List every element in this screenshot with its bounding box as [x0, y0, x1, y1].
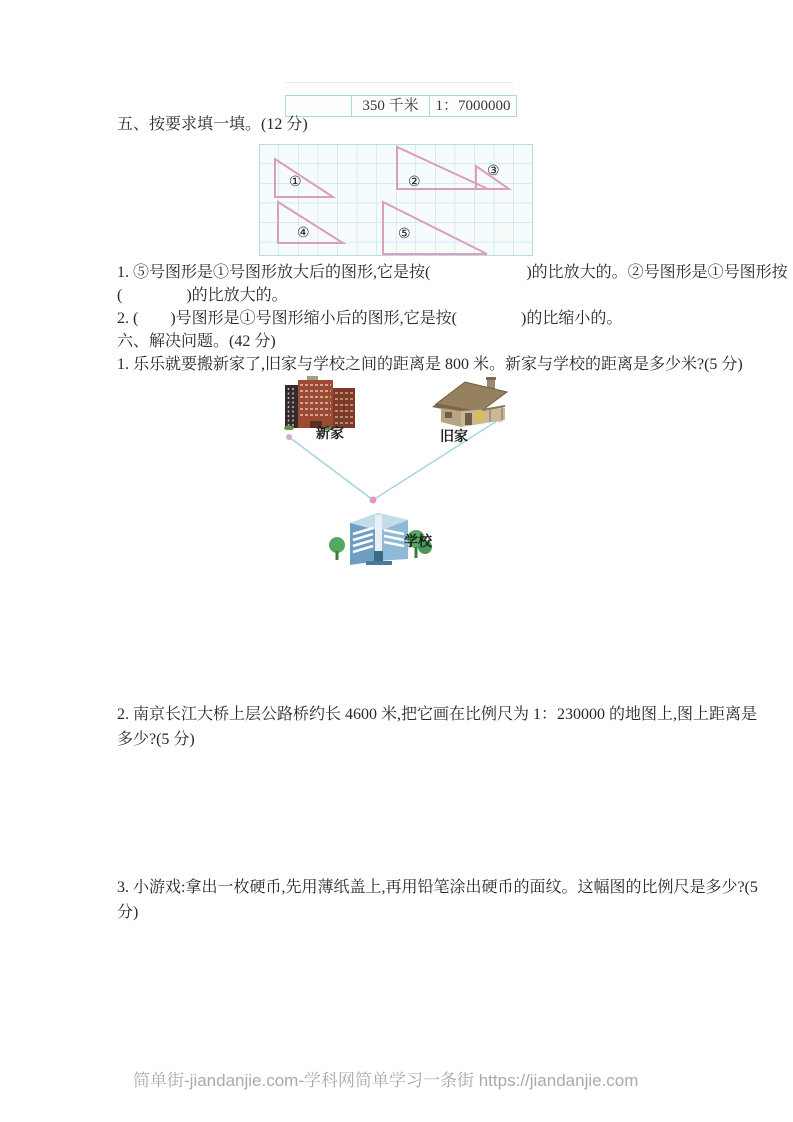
section-six-q2-line1: 2. 南京长江大桥上层公路桥约长 4600 米,把它画在比例尺为 1：230000 的地图上,图上距离是: [117, 706, 758, 723]
section-five-q1-line1: 1. ⑤号图形是①号图形放大后的图形,它是按( )的比放大的。②号图形是①号图形按: [117, 264, 788, 281]
table-cell-scale: 1：7000000: [429, 96, 516, 116]
line-newhome-school: [289, 437, 373, 500]
old-home-image: [432, 377, 510, 429]
site-footer: 简单街-jiandanjie.com-学科网简单学习一条街 https://jiandanjie.com: [133, 1071, 639, 1090]
line-oldhome-school: [373, 419, 500, 500]
new-home-label: 新家: [316, 427, 344, 442]
section-six-q2-line2: 多少?(5 分): [117, 731, 195, 748]
triangle-2-label: ②: [408, 175, 421, 190]
old-home-label: 旧家: [440, 430, 468, 445]
section-five-q1-line2: ( )的比放大的。: [117, 287, 288, 304]
section-six-heading: 六、解决问题。(42 分): [117, 333, 276, 350]
school-label: 学校: [404, 535, 432, 550]
triangle-4-label: ④: [297, 226, 310, 241]
newhome-point: [286, 434, 292, 440]
section-six-q3-line1: 3. 小游戏:拿出一枚硬币,先用薄纸盖上,再用铅笔涂出硬币的面纹。这幅图的比例尺是多少?(5: [117, 879, 758, 896]
triangle-1-label: ①: [289, 175, 302, 190]
section-six-q3-line2: 分): [117, 904, 139, 921]
section-six-q1: 1. 乐乐就要搬新家了,旧家与学校之间的距离是 800 米。新家与学校的距离是多少米?(5 分): [117, 356, 743, 373]
homes-school-illustration: [280, 373, 525, 573]
triangle-grid-figure: [259, 144, 533, 256]
table-upper-row-fragment-line: [285, 82, 514, 83]
section-five-q2: 2. ( )号图形是①号图形缩小后的图形,它是按( )的比缩小的。: [117, 310, 623, 327]
triangle-5-label: ⑤: [398, 227, 411, 242]
triangle-3-label: ③: [487, 164, 500, 179]
section-five-heading: 五、按要求填一填。(12 分): [117, 116, 308, 133]
new-home-image: [284, 376, 356, 430]
scale-conversion-table: [285, 95, 517, 117]
table-cell-distance: 350 千米: [351, 96, 429, 116]
